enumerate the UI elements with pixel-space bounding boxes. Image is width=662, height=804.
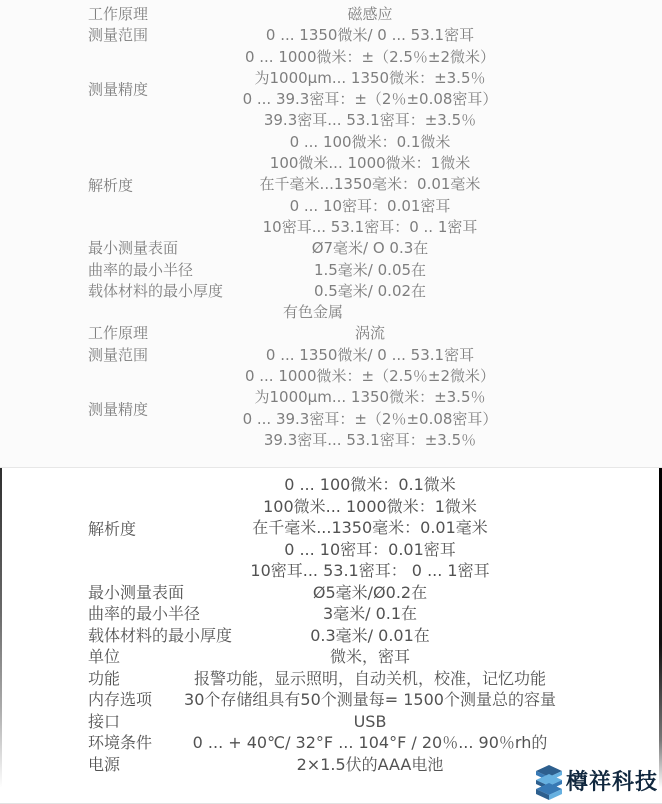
spec-label: 曲率的最小半径 — [88, 604, 201, 623]
spec-row — [0, 603, 662, 625]
spec-label: 解析度 — [88, 176, 134, 195]
spec-value: 涡流 — [354, 324, 385, 343]
spec-label: 工作原理 — [88, 5, 149, 23]
spec-value: 39.3密耳... 53.1密耳：±3.5％ — [263, 430, 477, 449]
spec-label: 测量范围 — [88, 26, 149, 45]
spec-value: 30个存储组具有50个测量每= 1500个测量总的容量 — [184, 690, 556, 709]
spec-value: 39.3密耳... 53.1密耳：±3.5％ — [263, 111, 477, 130]
spec-table-eddy-current-section — [0, 467, 662, 804]
spec-row — [0, 646, 662, 668]
spec-value: 报警功能，显示照明，自动关机，校准，记忆功能 — [193, 668, 546, 688]
spec-values — [80, 732, 660, 754]
spec-value: 为1000μm... 1350微米：±3.5％ — [254, 388, 486, 407]
spec-label: 内存选项 — [88, 690, 153, 709]
spec-label: 测量精度 — [88, 400, 149, 419]
spec-value: 在千毫米...1350毫米：0.01毫米 — [259, 175, 481, 194]
brand-name: 樽祥科技 — [565, 769, 658, 795]
spec-label: 功能 — [88, 668, 121, 688]
spec-row — [0, 25, 662, 46]
spec-value: USB — [353, 711, 387, 731]
spec-value: 0.5毫米/ 0.02在 — [313, 281, 427, 300]
spec-row — [0, 711, 662, 733]
spec-value: 0 ... 1350微米/ 0 ... 53.1密耳 — [265, 345, 475, 364]
spec-row — [0, 345, 662, 366]
spec-label: 测量精度 — [88, 80, 149, 99]
spec-values — [80, 25, 660, 46]
spec-row — [0, 474, 662, 582]
spec-label: 测量范围 — [88, 345, 149, 364]
spec-value: 1.5毫米/ 0.05在 — [313, 260, 427, 279]
spec-value: 0 ... 39.3密耳：±（2％±0.08密耳） — [242, 409, 498, 428]
spec-row — [0, 732, 662, 754]
spec-value: 2×1.5伏的AAA电池 — [296, 754, 444, 774]
spec-value: 0 ... 10密耳：0.01密耳 — [289, 196, 451, 215]
brand-logo — [532, 764, 658, 801]
spec-row — [0, 132, 662, 238]
spec-value: 10密耳... 53.1密耳：0 .. 1密耳 — [262, 217, 478, 236]
spec-value: 0 ... 39.3密耳：±（2％±0.08密耳） — [242, 90, 498, 109]
spec-row — [0, 238, 662, 259]
spec-values — [80, 323, 660, 344]
spec-values — [80, 668, 660, 690]
spec-value: 磁感应 — [347, 5, 393, 23]
spec-value: 0 ... 100微米：0.1微米 — [289, 132, 451, 151]
spec-label: 工作原理 — [88, 324, 149, 343]
spec-label: 载体材料的最小厚度 — [88, 625, 233, 645]
spec-label: 环境条件 — [88, 733, 153, 752]
spec-label: 载体材料的最小厚度 — [88, 281, 224, 300]
spec-value: 3毫米/ 0.1在 — [322, 604, 418, 623]
spec-values — [80, 689, 660, 711]
spec-value: Ø7毫米/ O 0.3在 — [311, 239, 429, 258]
spec-row — [0, 366, 662, 451]
spec-label: 曲率的最小半径 — [88, 260, 194, 279]
spec-label: 单位 — [88, 647, 121, 666]
spec-value: Ø5毫米/Ø0.2在 — [312, 582, 428, 602]
spec-values — [80, 47, 660, 132]
spec-values — [80, 345, 660, 366]
spec-value: 0 ... 1350微米/ 0 ... 53.1密耳 — [265, 26, 475, 45]
spec-value: 100微米... 1000微米：1微米 — [269, 154, 471, 173]
spec-label: 接口 — [88, 711, 121, 731]
spec-label: 最小测量表面 — [88, 582, 185, 602]
spec-value: 0 ... 1000微米：±（2.5％±2微米） — [244, 367, 496, 386]
section-header-row — [0, 302, 662, 323]
spec-label: 解析度 — [88, 519, 137, 539]
spec-value: 0 ... 10密耳：0.01密耳 — [284, 539, 456, 559]
spec-row — [0, 323, 662, 344]
spec-values — [80, 474, 660, 582]
spec-row — [0, 689, 662, 711]
spec-value: 0 ... 100微米：0.1微米 — [284, 475, 456, 494]
spec-values — [80, 4, 660, 25]
spec-value: 100微米... 1000微米：1微米 — [263, 496, 477, 516]
spec-row — [0, 47, 662, 132]
spec-row — [0, 582, 662, 604]
spec-row — [0, 260, 662, 281]
stacked-layers-icon — [532, 764, 564, 801]
spec-value: 在千毫米...1350毫米：0.01毫米 — [252, 518, 488, 537]
spec-values — [80, 646, 660, 668]
spec-value: 10密耳... 53.1密耳： 0 ... 1密耳 — [250, 561, 490, 580]
spec-label: 电源 — [88, 754, 121, 774]
spec-value: 0 ... 1000微米：±（2.5％±2微米） — [244, 47, 496, 66]
spec-value: 0 ... + 40℃/ 32°F ... 104°F / 20％... 90％rh的 — [192, 733, 548, 752]
spec-row — [0, 4, 662, 25]
spec-value: 为1000μm... 1350微米：±3.5％ — [254, 68, 486, 87]
spec-row — [0, 625, 662, 647]
spec-value: 微米，密耳 — [329, 647, 410, 666]
spec-values — [80, 302, 660, 323]
panel-left-border — [0, 468, 2, 788]
spec-values — [80, 132, 660, 238]
spec-label: 最小测量表面 — [88, 239, 179, 258]
spec-value: 有色金属 — [283, 303, 344, 322]
spec-row — [0, 668, 662, 690]
spec-value: 0.3毫米/ 0.01在 — [310, 625, 430, 645]
spec-values — [80, 711, 660, 733]
spec-row — [0, 281, 662, 302]
spec-values — [80, 366, 660, 451]
